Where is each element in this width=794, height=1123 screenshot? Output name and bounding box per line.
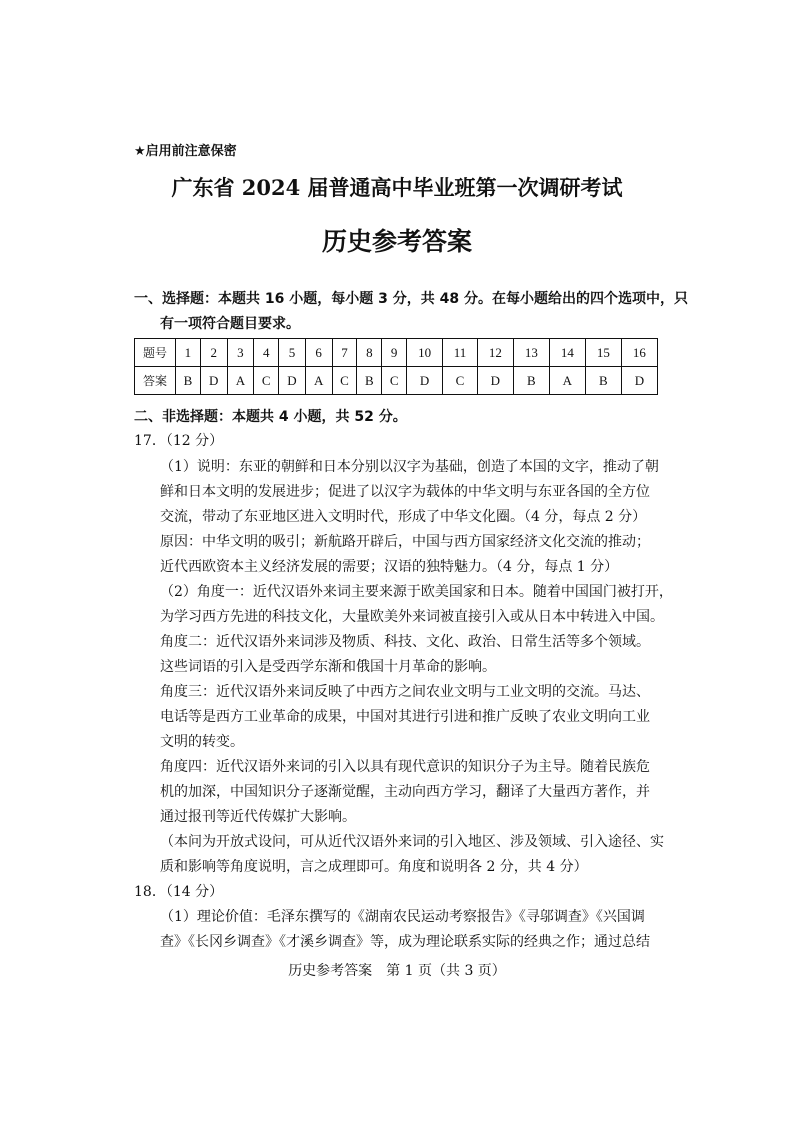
- q17-line: （本问为开放式设问，可从近代汉语外来词的引入地区、涉及领域、引入途径、实: [160, 834, 664, 850]
- table-cell-answer: D: [477, 367, 513, 395]
- q18-line: （1）理论价值：毛泽东撰写的《湖南农民运动考察报告》《寻邬调查》《兴国调: [160, 909, 645, 925]
- q17-line: 角度三：近代汉语外来词反映了中西方之间农业文明与工业文明的交流。马达、: [160, 684, 650, 700]
- q17-line: 为学习西方先进的科技文化，大量欧美外来词被直接引入或从日本中转进入中国。: [160, 609, 664, 625]
- table-cell-answer: D: [200, 367, 227, 395]
- table-cell-answer: A: [305, 367, 332, 395]
- table-cell-answer: C: [332, 367, 357, 395]
- table-row-answers: [135, 367, 658, 395]
- table-cell-number: 5: [279, 339, 306, 367]
- confidential-notice: ★启用前注意保密: [134, 144, 237, 159]
- answer-table: [134, 338, 658, 395]
- q17-line: 这些词语的引入是受西学东渐和俄国十月革命的影响。: [160, 659, 496, 675]
- table-cell-number: 12: [477, 339, 513, 367]
- table-cell-number: 9: [382, 339, 407, 367]
- table-cell-answer: D: [621, 367, 657, 395]
- table-cell-number: 1: [176, 339, 201, 367]
- q17-line: 角度二：近代汉语外来词涉及物质、科技、文化、政治、日常生活等多个领域。: [160, 634, 650, 650]
- table-cell-number: 10: [407, 339, 443, 367]
- q17-line: 鲜和日本文明的发展进步；促进了以汉字为载体的中华文明与东亚各国的全方位: [160, 484, 650, 500]
- document-subtitle: 历史参考答案: [321, 227, 472, 256]
- table-cell-answer: D: [279, 367, 306, 395]
- table-row-numbers: [135, 339, 658, 367]
- table-cell-answer: D: [407, 367, 443, 395]
- section1-heading-line2: 有一项符合题目要求。: [160, 316, 300, 332]
- table-cell-number: 13: [513, 339, 549, 367]
- table-cell-answer: A: [549, 367, 585, 395]
- q17-line: 角度四：近代汉语外来词的引入以具有现代意识的知识分子为主导。随着民族危: [160, 759, 650, 775]
- table-cell-number: 15: [585, 339, 621, 367]
- table-cell-answer: A: [227, 367, 254, 395]
- q17-line: 通过报刊等近代传媒扩大影响。: [160, 809, 356, 825]
- table-row-label: 答案: [135, 367, 176, 395]
- q17-line: 原因：中华文明的吸引；新航路开辟后，中国与西方国家经济文化交流的推动；: [160, 534, 650, 550]
- page-footer: 历史参考答案 第 1 页（共 3 页）: [288, 963, 506, 979]
- section2-heading: 二、非选择题：本题共 4 小题，共 52 分。: [134, 409, 407, 425]
- question-18-label: 18．（14 分）: [134, 884, 224, 900]
- q17-line: （1）说明：东亚的朝鲜和日本分别以汉字为基础，创造了本国的文字，推动了朝: [160, 459, 659, 475]
- table-cell-number: 4: [254, 339, 279, 367]
- q17-line: 质和影响等角度说明，言之成理即可。角度和说明各 2 分，共 4 分）: [160, 859, 588, 875]
- q17-line: 机的加深，中国知识分子逐渐觉醒，主动向西方学习，翻译了大量西方著作，并: [160, 784, 650, 800]
- table-cell-answer: B: [513, 367, 549, 395]
- table-cell-number: 6: [305, 339, 332, 367]
- table-cell-answer: B: [176, 367, 201, 395]
- table-cell-number: 16: [621, 339, 657, 367]
- table-cell-answer: C: [382, 367, 407, 395]
- table-cell-number: 3: [227, 339, 254, 367]
- table-row-label: 题号: [135, 339, 176, 367]
- table-cell-number: 2: [200, 339, 227, 367]
- q17-line: 电话等是西方工业革命的成果，中国对其进行引进和推广反映了农业文明向工业: [160, 709, 650, 725]
- table-cell-number: 11: [443, 339, 478, 367]
- table-cell-answer: B: [357, 367, 382, 395]
- q18-line: 查》《长冈乡调查》《才溪乡调查》等，成为理论联系实际的经典之作；通过总结: [160, 934, 650, 950]
- table-cell-number: 14: [549, 339, 585, 367]
- table-cell-answer: C: [254, 367, 279, 395]
- q17-line: 交流，带动了东亚地区进入文明时代，形成了中华文化圈。（4 分，每点 2 分）: [160, 509, 647, 525]
- exam-title: 广东省 2024 届普通高中毕业班第一次调研考试: [171, 175, 623, 200]
- q17-line: 文明的转变。: [160, 734, 244, 750]
- table-cell-answer: C: [443, 367, 478, 395]
- q17-line: 近代西欧资本主义经济发展的需要；汉语的独特魅力。（4 分，每点 1 分）: [160, 559, 619, 575]
- table-cell-number: 7: [332, 339, 357, 367]
- table-cell-number: 8: [357, 339, 382, 367]
- section1-heading-line1: 一、选择题：本题共 16 小题，每小题 3 分，共 48 分。在每小题给出的四个选项中，只: [134, 291, 688, 307]
- q17-line: （2）角度一：近代汉语外来词主要来源于欧美国家和日本。随着中国国门被打开，: [160, 584, 673, 600]
- table-cell-answer: B: [585, 367, 621, 395]
- question-17-label: 17．（12 分）: [134, 433, 224, 449]
